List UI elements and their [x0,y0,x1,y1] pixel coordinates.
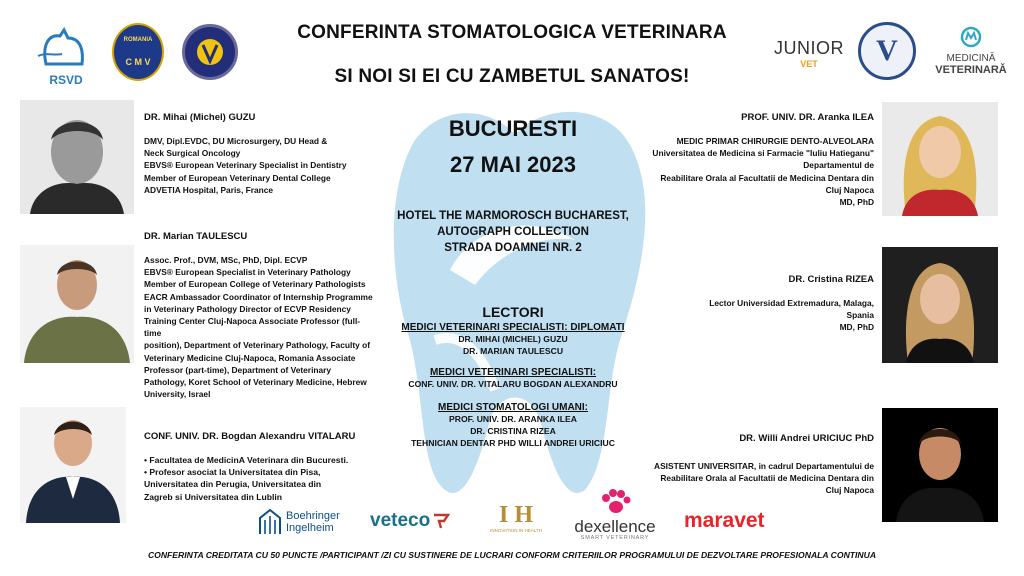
speaker-line: ADVETIA Hospital, Paris, France [144,184,274,195]
speaker-line: Training Center Cluj-Napoca Associate Professor (full-time [144,316,361,339]
lectori-group1-title: MEDICI VETERINARI SPECIALISTI: DIPLOMATI [401,322,625,333]
heart-m-icon [960,26,982,48]
speaker-line: MEDIC PRIMAR CHIRURGIE DENTO-ALVEOLARA [676,136,874,146]
speaker-line: Member of European Veterinary Dental College [144,172,331,183]
speaker-photo-rizea [882,247,998,363]
vet-logo-text: VET [800,59,818,69]
sponsor-maravet: maravet [684,509,765,532]
page-title-line2: SI NOI SI EI CU ZAMBETUL SANATOS! [334,66,690,87]
dexellence-subtext: SMART VETERINARY [580,535,650,541]
speaker-name-rizea: DR. Cristina RIZEA [788,274,874,285]
speaker-line: EBVS® European Veterinary Specialist in Dentistry [144,160,347,171]
sponsor-dexellence [560,488,670,542]
dog-icon [34,26,98,68]
venue-line: HOTEL THE MARMOROSCH BUCHAREST, [397,210,629,222]
veteco-text: veteco [370,510,431,531]
veteco-mark-icon [432,512,450,530]
medicina-logo-line1: MEDICINĂ [946,53,996,64]
speaker-line: EBVS® European Specialist in Veterinary Pathology [144,267,351,278]
event-city: BUCURESTI [448,116,578,141]
caduceus-icon [195,37,225,67]
speaker-line: University, Israel [144,389,211,400]
speaker-name-vitalaru: CONF. UNIV. DR. Bogdan Alexandru VITALARU [144,431,356,442]
speaker-line: Lector Universidad Extremadura, Malaga, [709,298,874,308]
rsvd-logo-text: RSVD [49,73,83,87]
sponsor-veteco [370,510,470,532]
event-date: 27 MAI 2023 [450,152,576,177]
speaker-name-taulescu: DR. Marian TAULESCU [144,231,248,242]
lectori-name: CONF. UNIV. DR. VITALARU BOGDAN ALEXANDRU [408,379,618,389]
lectori-heading: LECTORI [482,304,544,320]
speaker-line: DMV, Dipl.EVDC, DU Microsurgery, DU Head & [144,136,328,146]
ingelheim-text: Ingelheim [286,522,334,534]
speaker-line: Neck Surgical Oncology [144,148,241,159]
lectori-name: PROF. UNIV. DR. ARANKA ILEA [449,414,577,424]
medicina-logo-line2: VETERINARĂ [935,64,1007,76]
ih-logo-text: I H [498,502,533,528]
lectori-group2-title: MEDICI VETERINARI SPECIALISTI: [429,367,597,378]
speaker-line: Universitatea de Medicina si Farmacie "Iuliu Hatieganu" [652,148,874,159]
speaker-block-guzu [144,112,374,196]
speaker-line: Spania [846,310,874,321]
speaker-line: position), Department of Veterinary Pathology, Faculty of [144,340,370,351]
speaker-line: Reabilitare Orala al Facultatii de Medicina Dentara din [660,172,874,183]
lectori-section [380,304,646,449]
speaker-line: Assoc. Prof., DVM, MSc, PhD, Dipl. ECVP [144,255,308,265]
lectori-name: DR. CRISTINA RIZEA [470,426,556,436]
venue-line: AUTOGRAPH COLLECTION [437,226,589,238]
speaker-line: Member of European College of Veterinary Pathologists [144,279,366,290]
speaker-photo-ilea [882,102,998,216]
ih-logo-subtext: INNOVATION IN HEALTH [490,528,542,533]
speaker-line: EACR Ambassador Coordinator of Internship Programme [144,291,373,302]
speaker-line: Universitatea din Perugia, Universitatea din [144,479,322,490]
junior-vet-logo [774,38,844,74]
speaker-line: Veterinary Medicine Cluj-Napoca, Romania Associate [144,352,356,363]
speaker-line: • Profesor asociat la Universitatea din Pisa, [144,467,321,478]
speaker-name-uriciuc: DR. Willi Andrei URICIUC PhD [739,433,874,444]
speaker-photo-taulescu [20,245,134,363]
cmv-logo-country: ROMANIA [123,37,153,43]
speaker-line: ASISTENT UNIVERSITAR, in cadrul Departamentului de [654,461,874,471]
speaker-photo-uriciuc [882,408,998,522]
speaker-line: Departamentul de [803,160,874,171]
lectori-group3-title: MEDICI STOMATOLOGI UMANI: [438,402,588,413]
speaker-line: Cluj Napoca [825,184,874,195]
junior-logo-text: JUNIOR [774,38,844,58]
dexellence-text: dexellence [574,517,656,536]
speaker-line: MD, PhD [839,322,874,333]
boehringer-icon [258,508,282,536]
sponsor-innovation-in-health [485,502,547,542]
speaker-line: Pathology, Koret School of Veterinary Medicine, Hebrew [144,377,367,388]
lectori-name: DR. MARIAN TAULESCU [462,346,564,356]
v-seal-icon: V [876,34,898,67]
rsvd-logo [34,26,98,87]
speaker-line: in Veterinary Pathology Director of ECVP Residency [144,303,351,314]
paw-icon [598,488,632,514]
speaker-block-rizea [640,274,874,334]
speaker-line: Professor (part-time), Department of Veterinary [144,364,332,375]
speaker-photo-guzu [20,100,134,214]
speaker-block-taulescu [144,231,376,400]
sponsor-boehringer [258,506,350,538]
venue-line: STRADA DOAMNEI NR. 2 [444,242,582,254]
cmv-logo [112,23,164,81]
speaker-block-vitalaru [144,431,374,503]
cmv-logo-text: C M V [125,57,151,67]
speaker-line: Zagreb si Universitatea din Lublin [144,491,283,502]
medicina-veterinara-logo [928,26,1014,82]
speaker-line: Cluj Napoca [825,485,874,496]
speaker-name-guzu: DR. Mihai (Michel) GUZU [144,112,256,123]
speaker-line: Reabilitare Orala al Facultatii de Medicina Dentara din [660,473,874,484]
speaker-name-ilea: PROF. UNIV. DR. Aranka ILEA [741,112,874,123]
boehringer-text: Boehringer [286,510,340,522]
speaker-block-uriciuc [640,433,874,497]
lectori-name: DR. MIHAI (MICHEL) GUZU [458,334,568,344]
speaker-photo-vitalaru [20,407,126,523]
page-title-line1: CONFERINTA STOMATOLOGICA VETERINARA [297,22,727,43]
speaker-line: MD, PhD [839,197,874,208]
footer-note: CONFERINTA CREDITATA CU 50 PUNCTE /PARTICIPANT /ZI CU SUSTINERE DE LUCRARI CONFORM CRITERIILOR PROGRAMULUI DE DEZVOLTARE PROFESIONALA CONTINUA [147,550,877,560]
speaker-block-ilea [620,112,874,208]
lectori-name: TEHNICIAN DENTAR PHD WILLI ANDREI URICIUC [411,438,615,448]
faculty-seal-logo [858,22,916,80]
event-venue [370,208,656,256]
speaker-line: • Facultatea de MedicinA Veterinara din Bucuresti. [144,455,349,465]
association-seal-logo [182,24,238,80]
